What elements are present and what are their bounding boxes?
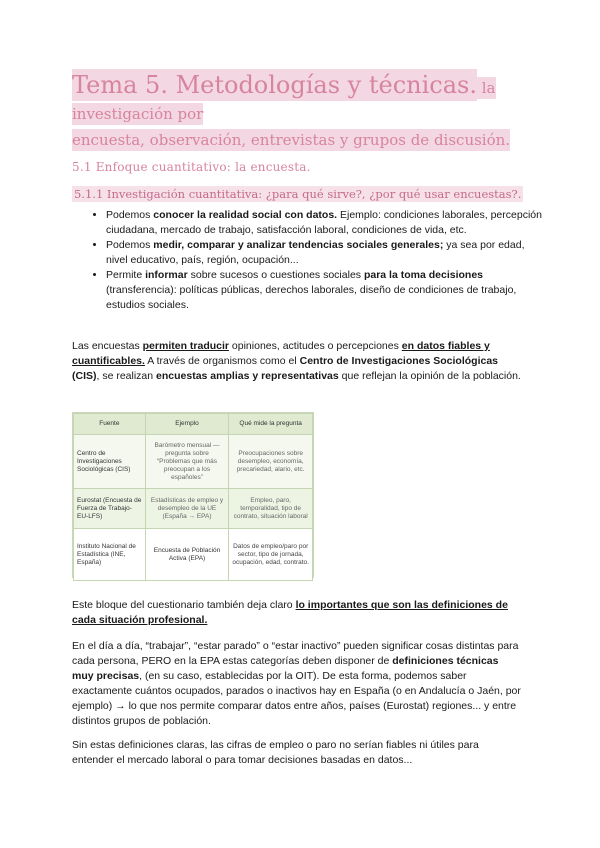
table-header: Ejemplo <box>145 414 229 435</box>
bold-text: Centro de Investigaciones Sociológicas (CIS) <box>72 355 499 382</box>
table-cell: Empleo, paro, temporalidad, tipo de contrato, situación laboral <box>229 489 313 529</box>
table-header-row <box>74 414 313 435</box>
subsection-heading: 5.1.1 Investigación cuantitativa: ¿para qué sirve?, ¿por qué usar encuestas?. <box>74 187 522 201</box>
bullet-text: sobre sucesos o cuestiones sociales <box>187 269 364 281</box>
bold-text: definiciones técnicas muy precisas <box>72 655 499 682</box>
table-cell: Estadísticas de empleo y desempleo de la UE (España → EPA) <box>145 489 229 529</box>
table-row <box>74 489 313 529</box>
bullet-text: Podemos <box>106 239 154 251</box>
table-header: Fuente <box>74 414 146 435</box>
bullet-text: (transferencia): políticas públicas, derechos laborales, diseño de condiciones de trabajo, estudios sociales. <box>106 284 517 311</box>
text: , (en su caso, establecidas por la OIT). De esta forma, podemos saber exactamente cuántos ocupados, parados o inactivos hay en España (o en Andalucía o Jaén, por ejemplo) → lo que nos permite comparar datos entre años, países (Eurostat) regiones... y entre distintos grupos de población. <box>72 670 521 727</box>
table-cell: Centro de Investigaciones Sociológicas (CIS) <box>74 435 146 489</box>
sources-table <box>73 413 313 581</box>
sources-table-image <box>72 412 314 578</box>
bullet-item <box>106 238 546 268</box>
bold-text: encuestas amplias y representativas <box>156 370 339 382</box>
underlined-text: en datos fiables y cuantificables. <box>72 340 490 367</box>
text: opiniones, actitudes o percepciones <box>229 340 402 352</box>
bullet-text: Permite <box>106 269 146 281</box>
paragraph-epa <box>72 639 522 729</box>
table-cell: Preocupaciones sobre desempleo, economía, precariedad, alario, etc. <box>229 435 313 489</box>
bullet-item <box>106 208 546 238</box>
table-row <box>74 529 313 581</box>
text: En el día a día, “trabajar”, “estar parado” o “estar inactivo” pueden significar cosas distintas para cada persona, PERO en la EPA estas categorías deben disponer de <box>72 640 519 667</box>
table-cell: Datos de empleo/paro por sector, tipo de jornada, ocupación, edad, contrato. <box>229 529 313 581</box>
bullet-bold: conocer la realidad social con datos. <box>153 209 338 221</box>
section-heading: 5.1 Enfoque cuantitativo: la encuesta. <box>72 160 311 174</box>
table-cell: Instituto Nacional de Estadística (INE, España) <box>74 529 146 581</box>
text: , se realizan <box>96 370 157 382</box>
underlined-text: lo importantes que son las definiciones de cada situación profesional. <box>72 599 508 626</box>
table-header: Qué mide la pregunta <box>229 414 313 435</box>
title-sub-line1: la investigación por <box>72 79 496 123</box>
paragraph-conclusion: Sin estas definiciones claras, las cifras de empleo o paro no serían fiables ni útiles para entender el mercado laboral o para tomar decisiones basadas en datos... <box>72 739 479 766</box>
table-cell: Encuesta de Población Activa (EPA) <box>145 529 229 581</box>
bullet-bold: para la toma decisiones <box>363 269 484 281</box>
document-title <box>72 72 532 153</box>
title-main: Tema 5. Metodologías y técnicas. <box>72 71 477 99</box>
title-sub-line2: encuesta, observación, entrevistas y grupos de discusión. <box>72 131 511 149</box>
paragraph-encuestas <box>72 339 522 384</box>
bullet-list <box>88 208 546 313</box>
underlined-text: permiten traducir <box>142 340 229 352</box>
text: Este bloque del cuestionario también deja claro <box>72 599 296 611</box>
bullet-bold: informar <box>145 269 188 281</box>
bullet-text: ya sea por edad, nivel educativo, país, región, ocupación... <box>106 239 525 266</box>
table-row <box>74 435 313 489</box>
table-cell: Eurostat (Encuesta de Fuerza de Trabajo-EU-LFS) <box>74 489 146 529</box>
text: A través de organismos como el <box>144 355 300 367</box>
bullet-text: Ejemplo: condiciones laborales, percepción ciudadana, mercado de trabajo, satisfacción laboral, condiciones de vida, etc. <box>106 209 542 236</box>
text: que reflejan la opinión de la población. <box>338 370 521 382</box>
bullet-item <box>106 268 546 313</box>
bullet-text: Podemos <box>106 209 154 221</box>
table-cell: Barómetro mensual — pregunta sobre “Problemas que más preocupan a los españoles” <box>145 435 229 489</box>
bullet-bold: medir, comparar y analizar tendencias sociales generales; <box>153 239 444 251</box>
text: Las encuestas <box>72 340 143 352</box>
paragraph-definiciones <box>72 598 522 628</box>
